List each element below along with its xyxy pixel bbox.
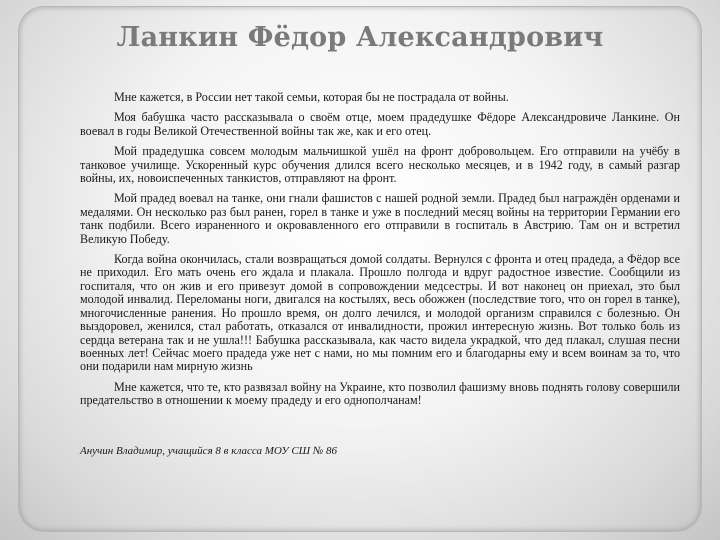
page-title: Ланкин Фёдор Александрович — [116, 22, 604, 53]
paragraph: Мне кажется, в России нет такой семьи, которая бы не пострадала от войны. — [114, 90, 509, 104]
essay-body — [80, 91, 680, 415]
paragraph: Моя бабушка часто рассказывала о своём отце, моем прадедушке Фёдоре Александровиче Ланкине. Он воевал в годы Великой Отечественной войны так же, как и его отец. — [80, 110, 680, 138]
paragraph: Мне кажется, что те, кто развязал войну на Украине, кто позволил фашизму вновь поднять голову совершили предательство в отношении к моему прадеду и его однополчанам! — [80, 379, 680, 408]
paragraph: Когда война окончилась, стали возвращаться домой солдаты. Вернулся с фронта и отец прадеда, а Фёдор все не приходил. Его мать очень его ждала и плакала. Прошло полгода и вдруг радостное известие. Сообщили из госпиталя, что он жив и его привезут домой в сопровождении медсестры. И вот наконец он приехал, это был молодой инвалид. Переломаны ноги, двигался на костылях, весь обожжен (последствие того, что он горел в танке), многочисленные ранения. Но прошло время, он долго лечился, и молодой организм справился с болезнью. Он выздоровел, женился, стал работать, отказался от инвалидности, прожил интересную жизнь. Вот только боль из сердца ветерана так и не ушла!!! Бабушка рассказывала, как часто видела украдкой, что дед плакал, слушая песни военных лет! Сейчас моего прадеда уже нет с нами, но мы помним его и благодарны ему и всем воинам за то, что они подарили нам мирную жизнь — [80, 252, 680, 374]
paragraph: Мой прадедушка совсем молодым мальчишкой ушёл на фронт добровольцем. Его отправили на учёбу в танковое училище. Ускоренный курс обучения длился всего несколько месяцев, и в 1942 году, в самый разгар войны, их, новоиспеченных танкистов, отправляют на фронт. — [80, 144, 680, 186]
author-signature: Анучин Владимир, учащийся 8 в класса МОУ СШ № 86 — [80, 445, 338, 457]
paragraph: Мой прадед воевал на танке, они гнали фашистов с нашей родной земли. Прадед был награждён орденами и медалями. Он несколько раз был ранен, горел в танке и уже в последний месяц войны на территории Германии его танк подбили. Всего израненного и окровавленного его отправили в госпиталь в Австрию. Там он и встретил Великую Победу. — [80, 191, 680, 246]
